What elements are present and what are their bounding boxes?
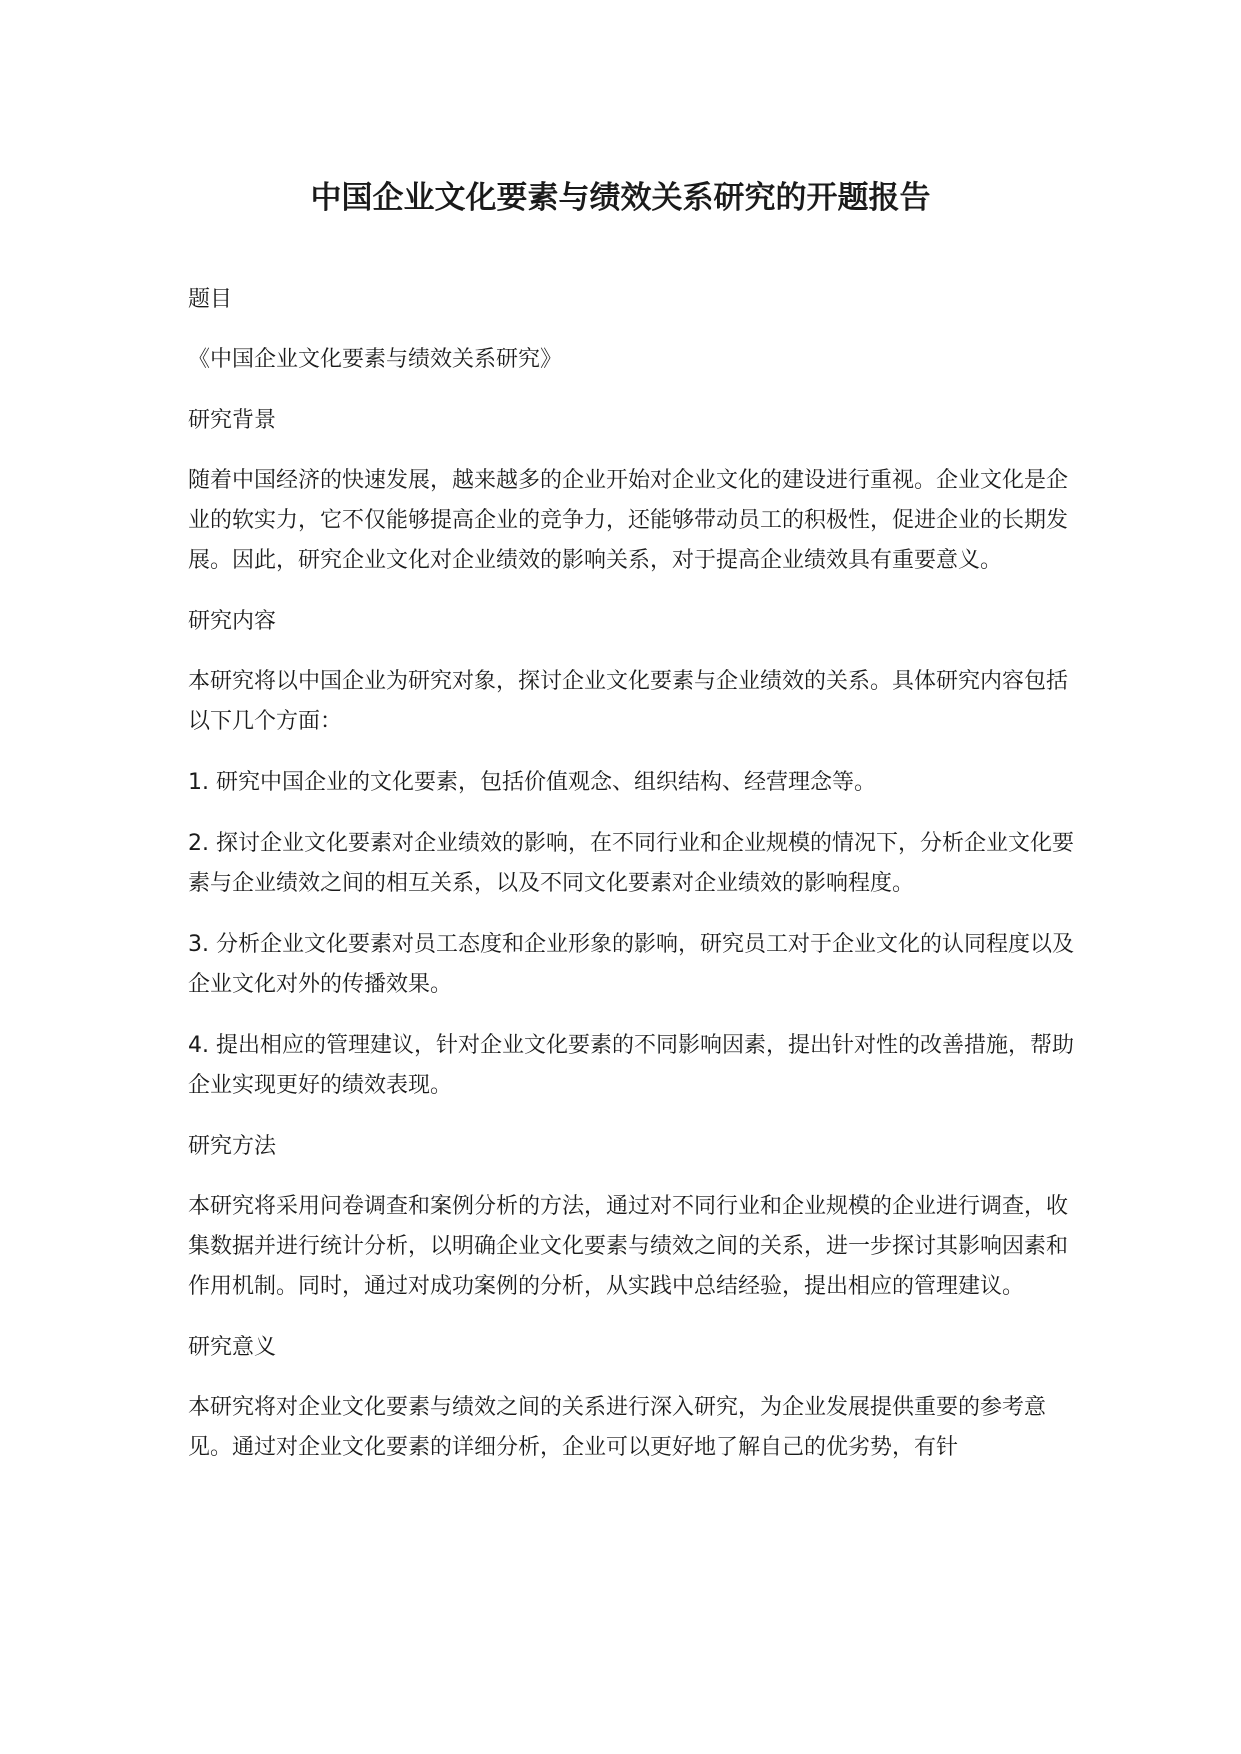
content-list-item-1: 1. 研究中国企业的文化要素，包括价值观念、组织结构、经营理念等。 <box>188 770 876 795</box>
section-heading-significance: 研究意义 <box>188 1335 277 1360</box>
content-intro-paragraph: 本研究将以中国企业为研究对象，探讨企业文化要素与企业绩效的关系。具体研究内容包括以下几个方面： <box>188 669 1069 734</box>
section-heading-topic: 题目 <box>188 287 233 312</box>
method-paragraph: 本研究将采用问卷调查和案例分析的方法，通过对不同行业和企业规模的企业进行调查，收集数据并进行统计分析，以明确企业文化要素与绩效之间的关系，进一步探讨其影响因素和作用机制。同时，通过对成功案例的分析，从实践中总结经验，提出相应的管理建议。 <box>188 1194 1069 1299</box>
significance-paragraph: 本研究将对企业文化要素与绩效之间的关系进行深入研究，为企业发展提供重要的参考意见。通过对企业文化要素的详细分析，企业可以更好地了解自己的优劣势，有针 <box>188 1395 1047 1460</box>
content-list-item-2: 2. 探讨企业文化要素对企业绩效的影响，在不同行业和企业规模的情况下，分析企业文化要素与企业绩效之间的相互关系，以及不同文化要素对企业绩效的影响程度。 <box>188 831 1074 896</box>
section-heading-method: 研究方法 <box>188 1134 277 1159</box>
topic-text: 《中国企业文化要素与绩效关系研究》 <box>188 347 563 372</box>
background-paragraph: 随着中国经济的快速发展，越来越多的企业开始对企业文化的建设进行重视。企业文化是企业的软实力，它不仅能够提高企业的竞争力，还能够带动员工的积极性，促进企业的长期发展。因此，研究企业文化对企业绩效的影响关系，对于提高企业绩效具有重要意义。 <box>188 468 1069 573</box>
content-list-item-3: 3. 分析企业文化要素对员工态度和企业形象的影响，研究员工对于企业文化的认同程度以及企业文化对外的传播效果。 <box>188 932 1074 997</box>
document-body <box>188 280 1078 1489</box>
content-list-item-4: 4. 提出相应的管理建议，针对企业文化要素的不同影响因素，提出针对性的改善措施，帮助企业实现更好的绩效表现。 <box>188 1033 1074 1098</box>
section-heading-background: 研究背景 <box>188 408 277 433</box>
section-heading-content: 研究内容 <box>188 609 277 634</box>
document-title: 中国企业文化要素与绩效关系研究的开题报告 <box>310 180 931 216</box>
